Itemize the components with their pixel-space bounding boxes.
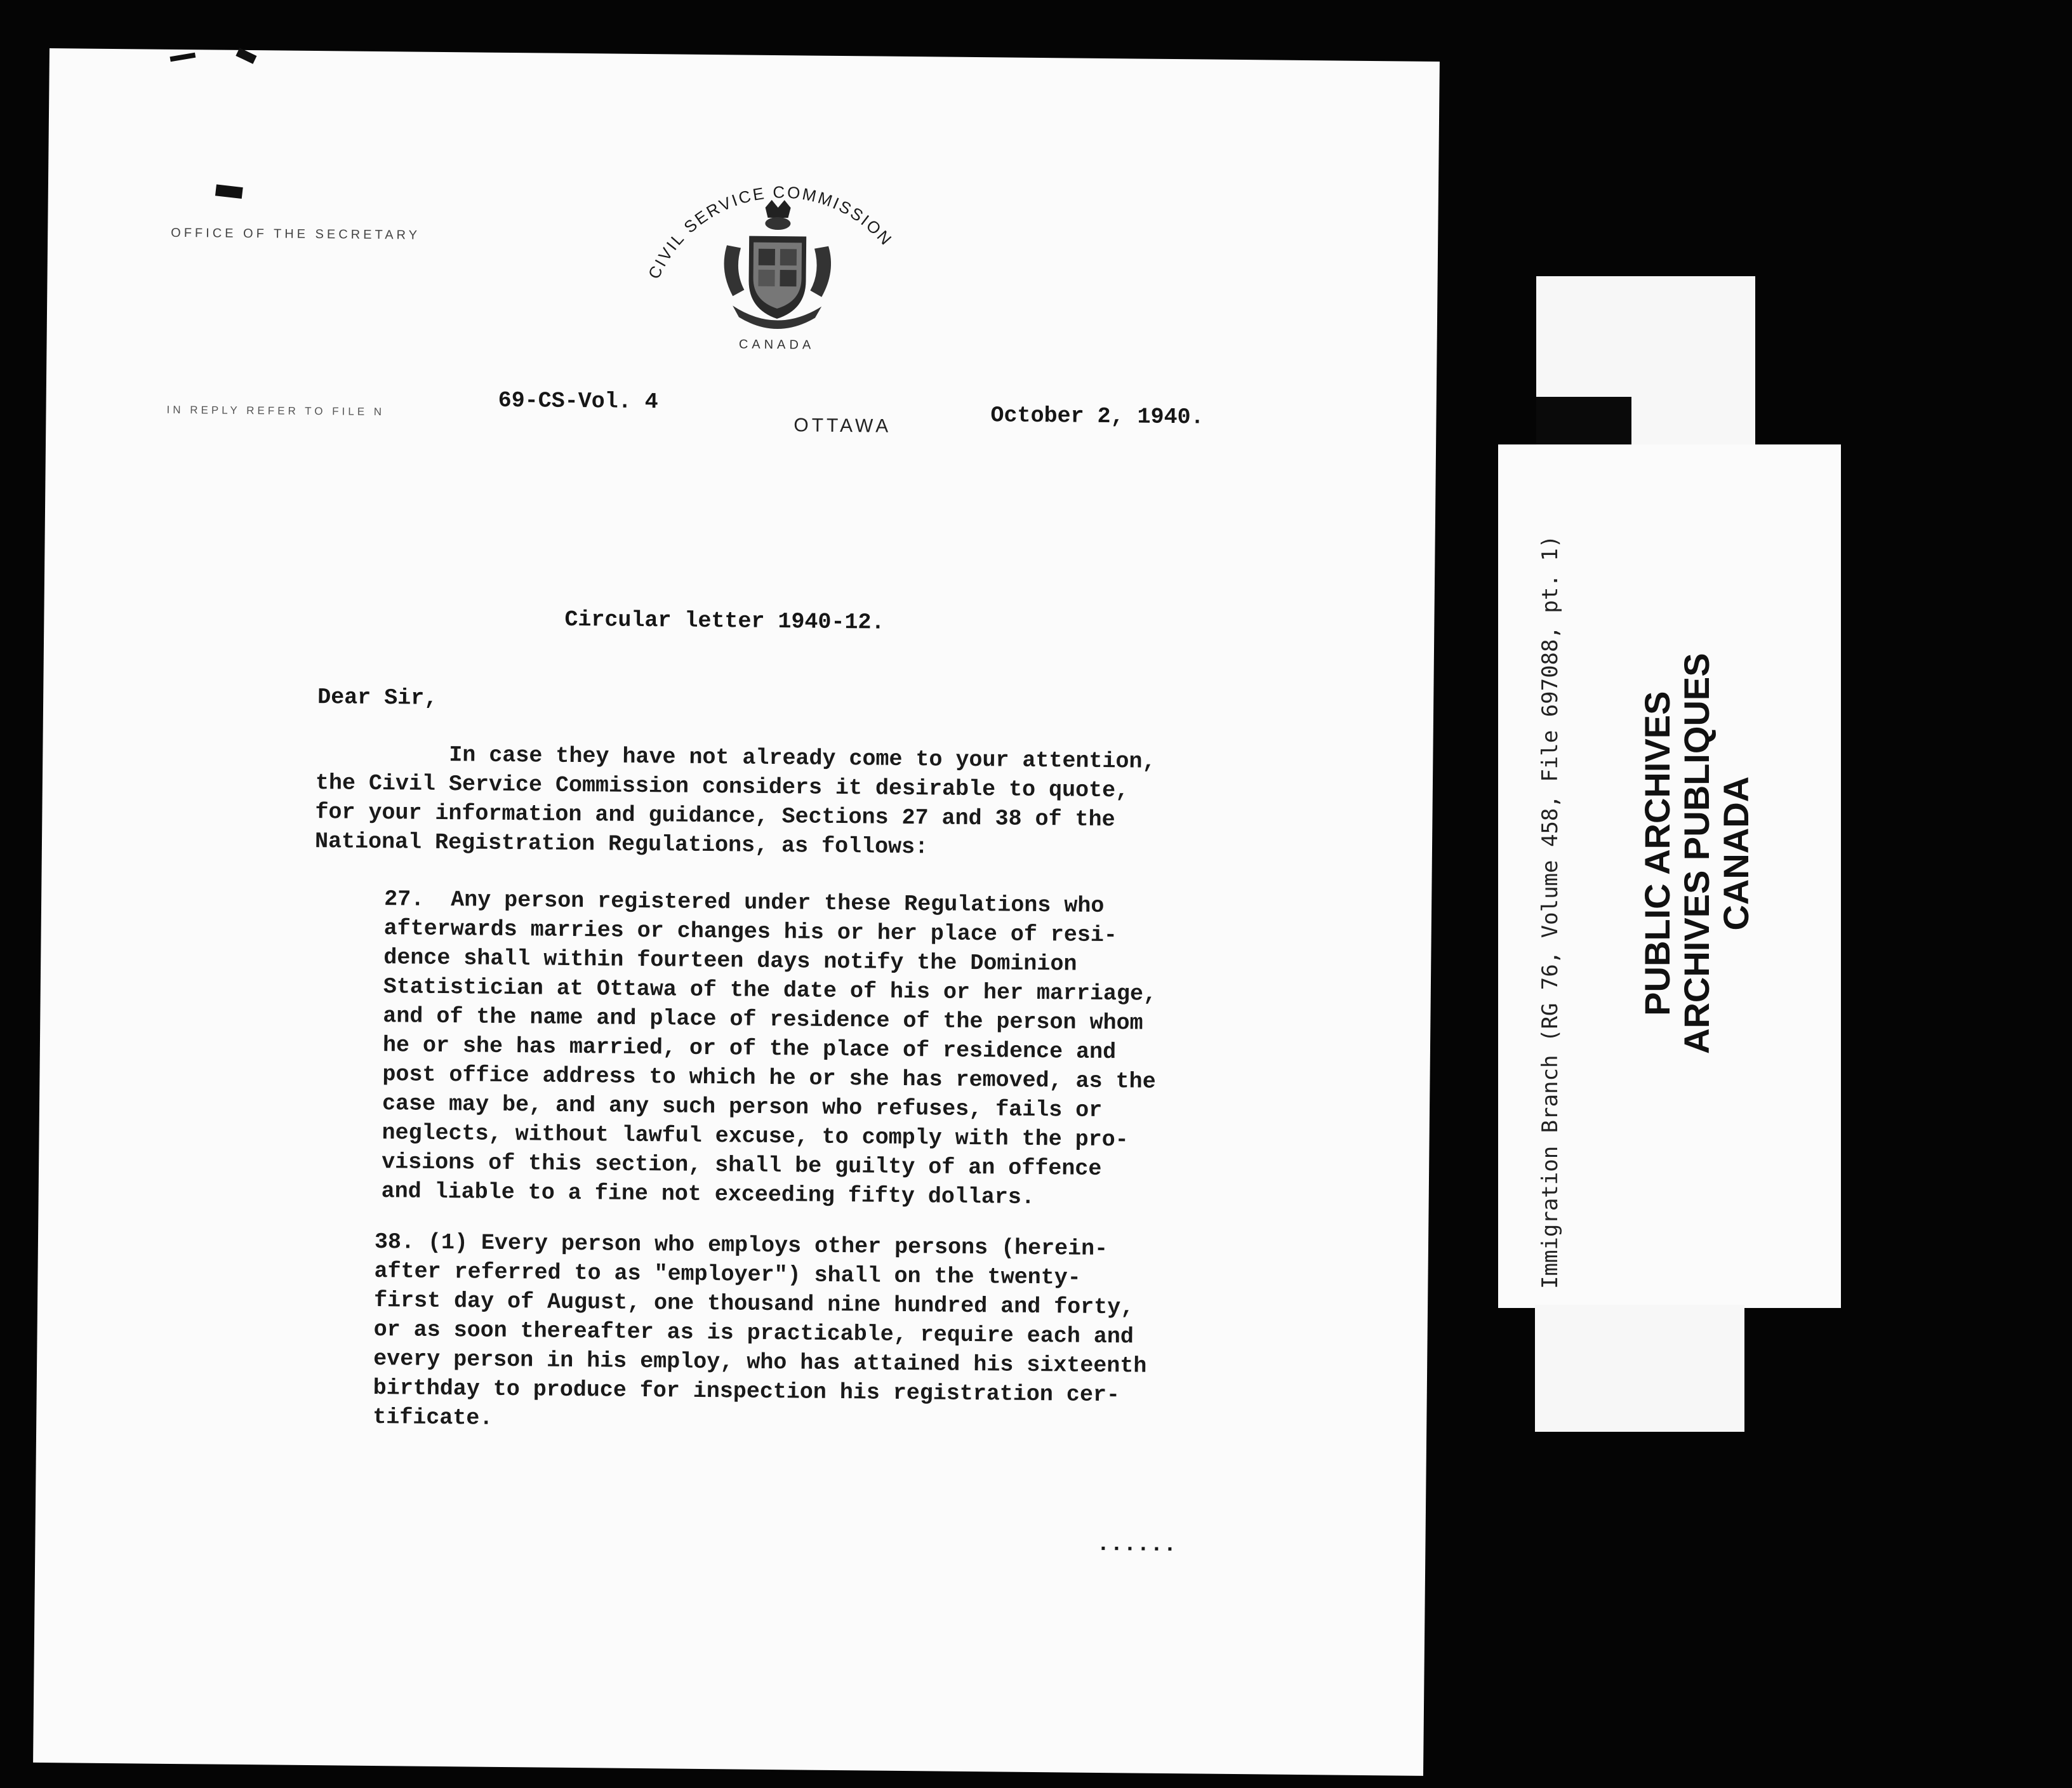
- stamp-line-public-archives: PUBLIC ARCHIVES: [1637, 691, 1677, 1016]
- archive-slip-bottom-tab: [1535, 1305, 1744, 1432]
- ink-smudge-top-2: [236, 48, 256, 64]
- ink-mark-left: [215, 184, 243, 199]
- continuation-dots: ......: [1096, 1531, 1177, 1558]
- archives-stamp: [1638, 653, 1756, 1054]
- coat-of-arms-icon: [724, 199, 832, 330]
- salutation: Dear Sir,: [317, 684, 438, 711]
- stamp-line-archives-publiques: ARCHIVES PUBLIQUES: [1677, 653, 1717, 1054]
- circular-letter-title: Circular letter 1940-12.: [564, 606, 885, 636]
- seal-arc-text: CIVIL SERVICE COMMISSION: [644, 182, 897, 282]
- archive-slip-shadow: [1536, 397, 1631, 444]
- section-27-paragraph: 27. Any person registered under these Regulations who afterwards marries or changes his or her place of resi- dence shall within fourteen days notify the Dominion Statistician at Ottawa of the date of his or her marriage, and of the name and place of residence of the person whom he or she has married, or of the place of residence and post office address to which he or she has removed, as the case may be, and any such person who refuses, fails or neglects, without lawful excuse, to comply with the pro- visions of this section, shall be guilty of an offence and liable to a fine not exceeding fifty dollars.: [381, 886, 1157, 1210]
- reply-reference-prompt: IN REPLY REFER TO FILE N: [166, 403, 385, 418]
- ink-smudge-top: [169, 53, 196, 62]
- office-of-secretary-line: OFFICE OF THE SECRETARY: [171, 225, 421, 243]
- city-label: OTTAWA: [794, 415, 892, 437]
- archive-reference: Immigration Branch (RG 76, Volume 458, File 697088, pt. 1): [1537, 535, 1563, 1289]
- seal-country-label: CANADA: [738, 337, 815, 352]
- stamp-line-canada: CANADA: [1716, 776, 1756, 931]
- letter-date: October 2, 1940.: [990, 403, 1204, 430]
- letter-page: [33, 48, 1440, 1776]
- intro-paragraph: In case they have not already come to your attention, the Civil Service Commission considers it desirable to quote, for your information and guidance, Sections 27 and 38 of the National Registration Regulations, as follows:: [314, 741, 1156, 860]
- civil-service-commission-seal: [605, 149, 963, 412]
- file-reference: 69-CS-Vol. 4: [498, 387, 658, 415]
- section-38-paragraph: 38. (1) Every person who employs other persons (herein- after referred to as "employer") shall on the twenty- first day of August, one thousand nine hundred and forty, or as soon thereafter as is practicable, require each and every person in his employ, who has attained his sixteenth birthday to produce for inspection his registration cer- tificate.: [373, 1229, 1147, 1431]
